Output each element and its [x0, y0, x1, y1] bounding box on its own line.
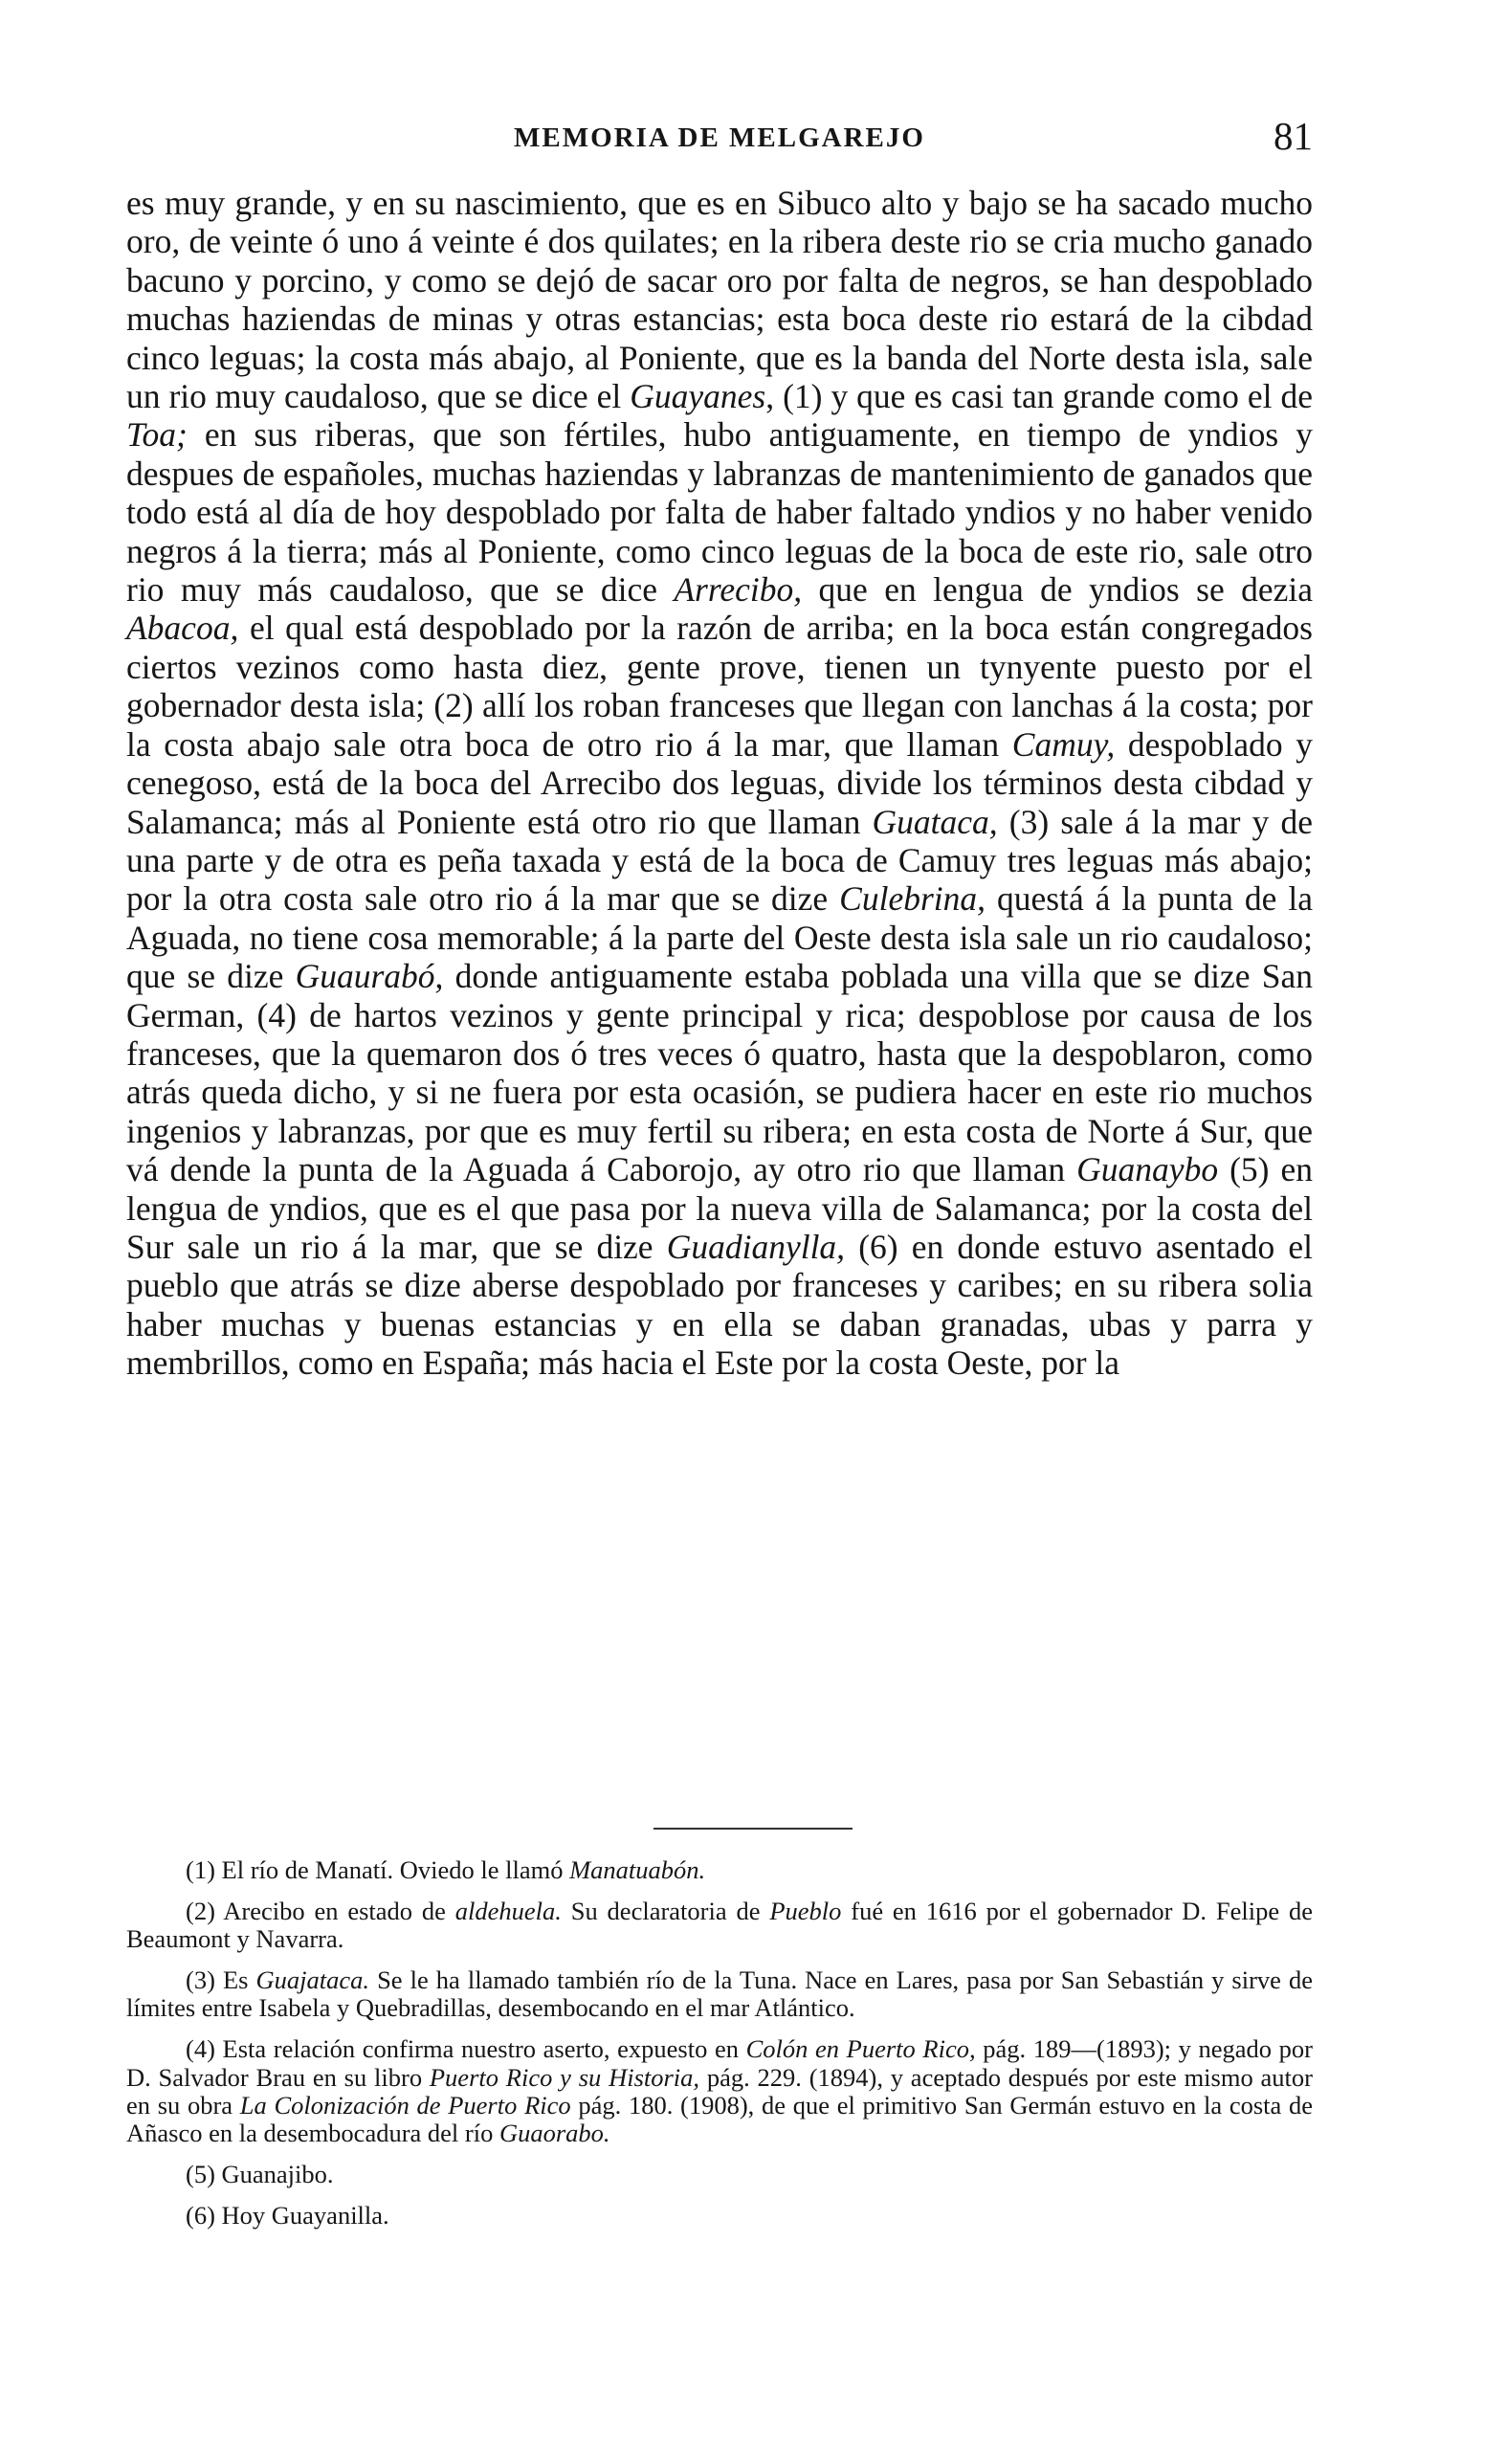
footnote-text-run: (5) Guanajibo. — [186, 2160, 334, 2189]
footnote-text-run: (3) Es — [186, 1965, 256, 1995]
footnote-italic-run: Guajataca. — [255, 1965, 370, 1995]
footnote-4 — [126, 2035, 1313, 2147]
footnote-text-run: Su declaratoria de — [561, 1896, 770, 1925]
footnote-italic-run: Guaorabo. — [498, 2119, 610, 2148]
body-italic-run: Toa; — [126, 415, 188, 455]
footnote-italic-run: Pueblo — [769, 1896, 842, 1925]
body-italic-run: Guadianylla, — [666, 1227, 846, 1266]
footnotes — [126, 1856, 1313, 2243]
body-italic-run: Arrecibo, — [674, 570, 803, 610]
body-italic-run: Culebrina, — [839, 879, 986, 919]
footnote-text-run: pág. 229. (1894), y aceptado después por este mismo autor en su obra — [126, 2062, 1313, 2120]
footnote-italic-run: La Colonización de Puerto Rico — [239, 2090, 571, 2120]
body-italic-run: Guaurabó, — [295, 957, 444, 996]
footnote-text-run: fué en 1616 por el gobernador D. Felipe de Beaumont y Navarra. — [126, 1896, 1314, 1954]
running-head: MEMORIA DE MELGAREJO — [514, 122, 925, 153]
footnote-1 — [126, 1856, 1313, 1884]
body-italic-run: Camuy, — [1011, 724, 1116, 764]
footnote-italic-run: Colón en Puerto Rico, — [745, 2034, 976, 2064]
footnote-2 — [126, 1898, 1313, 1954]
footnote-text-run: pág. 180. (1908), de que el primitivo San Germán estuvo en la costa de Añasco en la desembocadura del río — [126, 2090, 1313, 2148]
footnote-italic-run: aldehuela. — [454, 1896, 562, 1925]
body-italic-run: Abacoa, — [126, 609, 239, 648]
footnote-6 — [126, 2202, 1313, 2230]
body-text-run: donde antiguamente estaba poblada una villa que se dize San German, (4) de hartos vezinos y gente principal y rica; despoblose por causa de los franceses, que la quemaron dos ó tres veces ó quatro, hasta que la despoblaron, como atrás queda dicho, y si ne fuera por esta ocasión, se pudiera hacer en este rio muchos ingenios y labranzas, por que es muy fertil su ribera; en esta costa de Norte á Sur, que vá dende la punta de la Aguada á Caborojo, ay otro rio que llaman — [126, 957, 1313, 1189]
body-text-run: (6) en donde estuvo asentado el pueblo que atrás se dize aberse despoblado por franceses y caribes; en su ribera solia haber muchas y buenas estancias y en ella se daban granadas, ubas y parra y membrillos, como en España; más hacia el Este por la costa Oeste, por la — [126, 1227, 1313, 1383]
footnote-text-run: pág. 189—(1893); y negado por D. Salvador Brau en su libro — [126, 2034, 1313, 2092]
page-number: 81 — [1273, 114, 1313, 158]
footnote-text-run: (1) El río de Manatí. Oviedo le llamó — [186, 1855, 570, 1884]
footnote-text-run: Se le ha llamado también río de la Tuna. Nace en Lares, pasa por San Sebastián y sirve de límites entre Isabela y Quebradillas, desembocando en el mar Atlántico. — [126, 1965, 1313, 2023]
body-text-run: despoblado y cenegoso, está de la boca del Arrecibo dos leguas, divide los términos desta cibdad y Salamanca; más al Poniente está otro rio que llaman — [126, 724, 1313, 841]
footnote-5 — [126, 2161, 1313, 2188]
body-text — [126, 184, 1313, 1383]
body-italic-run: Guanaybo — [1076, 1150, 1219, 1189]
footnote-separator — [653, 1828, 853, 1830]
footnote-3 — [126, 1966, 1313, 2023]
footnote-text-run: (2) Arecibo en estado de — [186, 1896, 455, 1925]
footnote-italic-run: Puerto Rico y su Historia, — [429, 2062, 700, 2092]
footnote-italic-run: Manatuabón. — [569, 1855, 706, 1884]
body-text-run: es muy grande, y en su nascimiento, que es en Sibuco alto y bajo se ha sacado mucho oro, de veinte ó uno á veinte é dos quilates; en la ribera deste rio se cria mucho ganado bacuno y porcino, y como se dejó de sacar oro por falta de negros, se han despoblado muchas haziendas de minas y otras estancias; esta boca deste rio estará de la cibdad cinco leguas; la costa más abajo, al Poniente, que es la banda del Norte desta isla, sale un rio muy caudaloso, que se dice el — [126, 184, 1313, 416]
body-text-run: (5) en lengua de yndios, que es el que pasa por la nueva villa de Salamanca; por la costa del Sur sale un rio á la mar, que se dize — [126, 1150, 1313, 1266]
body-italic-run: Guayanes — [630, 377, 766, 416]
footnote-text-run: (4) Esta relación confirma nuestro aserto, expuesto en — [186, 2034, 746, 2064]
body-italic-run: Guataca, — [872, 802, 998, 841]
footnote-text-run: (6) Hoy Guayanilla. — [186, 2200, 389, 2230]
body-text-run: que en lengua de yndios se dezia — [802, 570, 1314, 610]
page-header — [126, 113, 1313, 163]
body-text-run: , (1) y que es casi tan grande como el de — [765, 377, 1313, 416]
body-text-run: questá á la punta de la Aguada, no tiene cosa memorable; á la parte del Oeste desta isla sale un rio caudaloso; que se dize — [126, 879, 1313, 996]
body-paragraph — [126, 184, 1313, 1383]
body-text-run: el qual está despoblado por la razón de arriba; en la boca están congregados ciertos vezinos como hasta diez, gente prove, tienen un tynyente puesto por el gobernador desta isla; (2) allí los roban franceses que llegan con lanchas á la costa; por la costa abajo sale otra boca de otro rio á la mar, que llaman — [126, 609, 1313, 764]
body-text-run: (3) sale á la mar y de una parte y de otra es peña taxada y está de la boca de Camuy tres leguas más abajo; por la otra costa sale otro rio á la mar que se dize — [126, 802, 1313, 919]
body-text-run: en sus riberas, que son fértiles, hubo antiguamente, en tiempo de yndios y despues de españoles, muchas haziendas y labranzas de mantenimiento de ganados que todo está al día de hoy despoblado por falta de haber faltado yndios y no haber venido negros á la tierra; más al Poniente, como cinco leguas de la boca de este rio, sale otro rio muy más caudaloso, que se dice — [126, 415, 1313, 610]
